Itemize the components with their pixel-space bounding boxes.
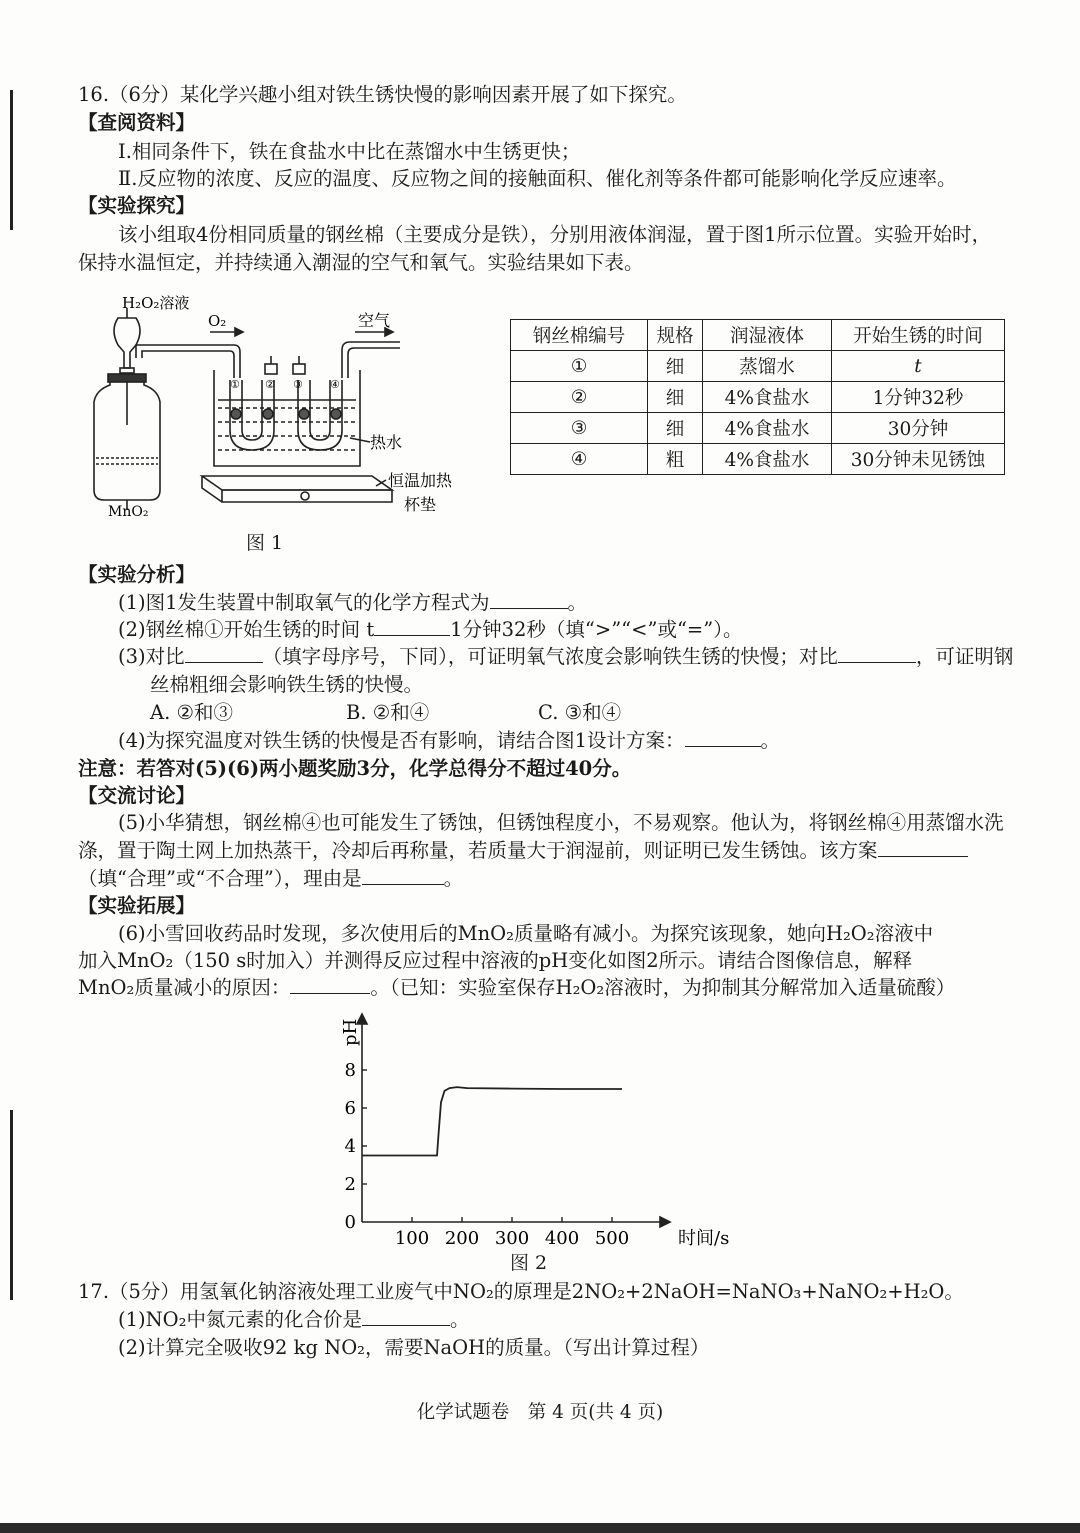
table-header: 规格 bbox=[648, 320, 703, 351]
tube-mark-3: ③ bbox=[293, 378, 303, 391]
table-header: 开始生锈的时间 bbox=[832, 320, 1005, 351]
option-a: A. ②和③ bbox=[150, 701, 233, 724]
table-cell: 细 bbox=[648, 351, 703, 382]
section-experiment: 【实验探究】 bbox=[78, 194, 196, 217]
left-margin-mark-top bbox=[10, 90, 13, 230]
figure-2-caption: 图 2 bbox=[510, 1252, 548, 1274]
table-cell: 4%食盐水 bbox=[703, 382, 832, 413]
reference-2: Ⅱ.反应物的浓度、反应的温度、反应物之间的接触面积、催化剂等条件都可能影响化学反应速率。 bbox=[118, 167, 957, 190]
x-tick-label: 400 bbox=[544, 1228, 580, 1249]
answer-blank[interactable] bbox=[362, 1307, 450, 1326]
table-row bbox=[511, 351, 1005, 382]
analysis-q4: (4)为探究温度对铁生锈的快慢是否有影响，请结合图1设计方案： 。 bbox=[118, 729, 781, 752]
x-tick-label: 500 bbox=[594, 1228, 630, 1249]
discussion-q5-line3: （填“合理”或“不合理”），理由是 。 bbox=[78, 867, 464, 890]
ph-series-line bbox=[362, 1087, 622, 1155]
tube-mark-4: ④ bbox=[330, 378, 340, 391]
answer-blank[interactable] bbox=[878, 838, 968, 857]
table-cell: 细 bbox=[648, 382, 703, 413]
y-tick-label: 0 bbox=[344, 1212, 356, 1233]
table-cell: 30分钟未见锈蚀 bbox=[832, 444, 1005, 475]
option-c: C. ③和④ bbox=[538, 701, 622, 724]
figure-1-apparatus bbox=[80, 290, 500, 560]
extension-q6-line3: MnO₂质量减小的原因： 。（已知：实验室保存H₂O₂溶液时，为抑制其分解常加入适量硫酸） bbox=[78, 976, 956, 999]
separatory-funnel-icon bbox=[114, 318, 140, 368]
experiment-line-1: 该小组取4份相同质量的钢丝棉（主要成分是铁），分别用液体润湿，置于图1所示位置。实验开始时， bbox=[118, 223, 992, 246]
tube-mark-1: ① bbox=[230, 378, 240, 391]
table-cell: ① bbox=[511, 351, 648, 382]
section-discussion: 【交流讨论】 bbox=[78, 784, 196, 807]
label-mno2: MnO₂ bbox=[108, 504, 149, 520]
table-header: 润湿液体 bbox=[703, 320, 832, 351]
answer-blank[interactable] bbox=[490, 590, 568, 609]
tube-mark-2: ② bbox=[265, 378, 275, 391]
table-row bbox=[511, 444, 1005, 475]
extension-q6-line1: (6)小雪回收药品时发现，多次使用后的MnO₂质量略有减小。为探究该现象，她向H₂O₂溶液中 bbox=[118, 922, 934, 945]
x-axis-label: 时间/s bbox=[678, 1228, 730, 1249]
label-o2: O₂ bbox=[208, 312, 227, 330]
table-cell: 4%食盐水 bbox=[703, 444, 832, 475]
section-extension: 【实验拓展】 bbox=[78, 894, 196, 917]
q17-title: 17.（5分）用氢氧化钠溶液处理工业废气中NO₂的原理是2NO₂+2NaOH=NaNO₃+NaNO₂+H₂O。 bbox=[78, 1280, 964, 1303]
y-tick-label: 2 bbox=[344, 1174, 356, 1195]
table-cell: 30分钟 bbox=[832, 413, 1005, 444]
label-pad-2: 杯垫 bbox=[404, 495, 437, 514]
power-dot-icon bbox=[301, 492, 309, 500]
table-cell: t bbox=[832, 351, 1005, 382]
answer-blank[interactable] bbox=[838, 644, 916, 663]
table-header: 钢丝棉编号 bbox=[511, 320, 648, 351]
table-cell: ④ bbox=[511, 444, 648, 475]
experiment-line-2: 保持水温恒定，并持续通入潮湿的空气和氧气。实验结果如下表。 bbox=[78, 251, 644, 274]
figure-1-caption: 图 1 bbox=[246, 532, 284, 554]
q16-title: 16.（6分）某化学兴趣小组对铁生锈快慢的影响因素开展了如下探究。 bbox=[78, 83, 687, 106]
label-pad-1: 恒温加热 bbox=[388, 471, 453, 490]
section-analysis: 【实验分析】 bbox=[78, 563, 196, 586]
analysis-q3: (3)对比 （填字母序号，下同），可证明氧气浓度会影响铁生锈的快慢；对比 ，可证明钢 bbox=[118, 645, 1014, 668]
table-row bbox=[511, 382, 1005, 413]
answer-blank[interactable] bbox=[185, 644, 263, 663]
results-table bbox=[510, 319, 1005, 475]
label-hot-water: 热水 bbox=[370, 433, 403, 452]
label-air: 空气 bbox=[358, 311, 391, 330]
y-axis-label: pH bbox=[340, 1018, 361, 1046]
q17-part2: (2)计算完全吸收92 kg NO₂，需要NaOH的质量。（写出计算过程） bbox=[118, 1336, 710, 1359]
answer-blank[interactable] bbox=[374, 617, 450, 636]
option-b: B. ②和④ bbox=[346, 701, 430, 724]
q17-part1: (1)NO₂中氮元素的化合价是 。 bbox=[118, 1308, 470, 1331]
reference-1: Ⅰ.相同条件下，铁在食盐水中比在蒸馏水中生锈更快； bbox=[118, 140, 581, 163]
answer-blank[interactable] bbox=[362, 866, 444, 885]
y-tick-label: 8 bbox=[344, 1060, 356, 1081]
analysis-q2: (2)钢丝棉①开始生锈的时间 t 1分钟32秒（填“>”“<”或“=”）。 bbox=[118, 618, 743, 641]
extension-q6-line2: 加入MnO₂（150 s时加入）并测得反应过程中溶液的pH变化如图2所示。请结合图像信息，解释 bbox=[78, 949, 913, 972]
analysis-q1: (1)图1发生装置中制取氧气的化学方程式为 。 bbox=[118, 591, 588, 614]
page-footer: 化学试题卷 第 4 页(共 4 页) bbox=[416, 1402, 664, 1423]
bonus-note: 注意：若答对(5)(6)两小题奖励3分，化学总得分不超过40分。 bbox=[78, 757, 632, 780]
table-cell: 1分钟32秒 bbox=[832, 382, 1005, 413]
table-cell: ③ bbox=[511, 413, 648, 444]
discussion-q5-line2: 涤，置于陶土网上加热蒸干，冷却后再称量，若质量大于润湿前，则证明已发生锈蚀。该方案 bbox=[78, 836, 1020, 865]
x-tick-label: 300 bbox=[494, 1228, 530, 1249]
table-cell: 粗 bbox=[648, 444, 703, 475]
label-h2o2: H₂O₂溶液 bbox=[122, 294, 190, 312]
x-axis-arrow bbox=[660, 1217, 670, 1227]
scan-bottom-edge bbox=[0, 1523, 1080, 1533]
x-tick-label: 100 bbox=[394, 1228, 430, 1249]
discussion-q5-line1: (5)小华猜想，钢丝棉④也可能发生了锈蚀，但锈蚀程度小，不易观察。他认为，将钢丝棉④用蒸馏水洗 bbox=[118, 811, 1004, 834]
answer-blank[interactable] bbox=[685, 728, 761, 747]
table-cell: 4%食盐水 bbox=[703, 413, 832, 444]
table-cell: ② bbox=[511, 382, 648, 413]
figure-2-ph-chart bbox=[320, 1010, 740, 1250]
y-tick-label: 6 bbox=[344, 1098, 356, 1119]
answer-blank[interactable] bbox=[290, 975, 370, 994]
x-tick-label: 200 bbox=[444, 1228, 480, 1249]
table-row bbox=[511, 413, 1005, 444]
analysis-q3-cont: 丝棉粗细会影响铁生锈的快慢。 bbox=[150, 673, 424, 696]
table-cell: 细 bbox=[648, 413, 703, 444]
table-cell: 蒸馏水 bbox=[703, 351, 832, 382]
y-tick-label: 4 bbox=[344, 1136, 356, 1157]
section-reference: 【查阅资料】 bbox=[78, 111, 196, 134]
left-margin-mark-bottom bbox=[10, 1110, 13, 1300]
table-header-row bbox=[511, 320, 1005, 351]
